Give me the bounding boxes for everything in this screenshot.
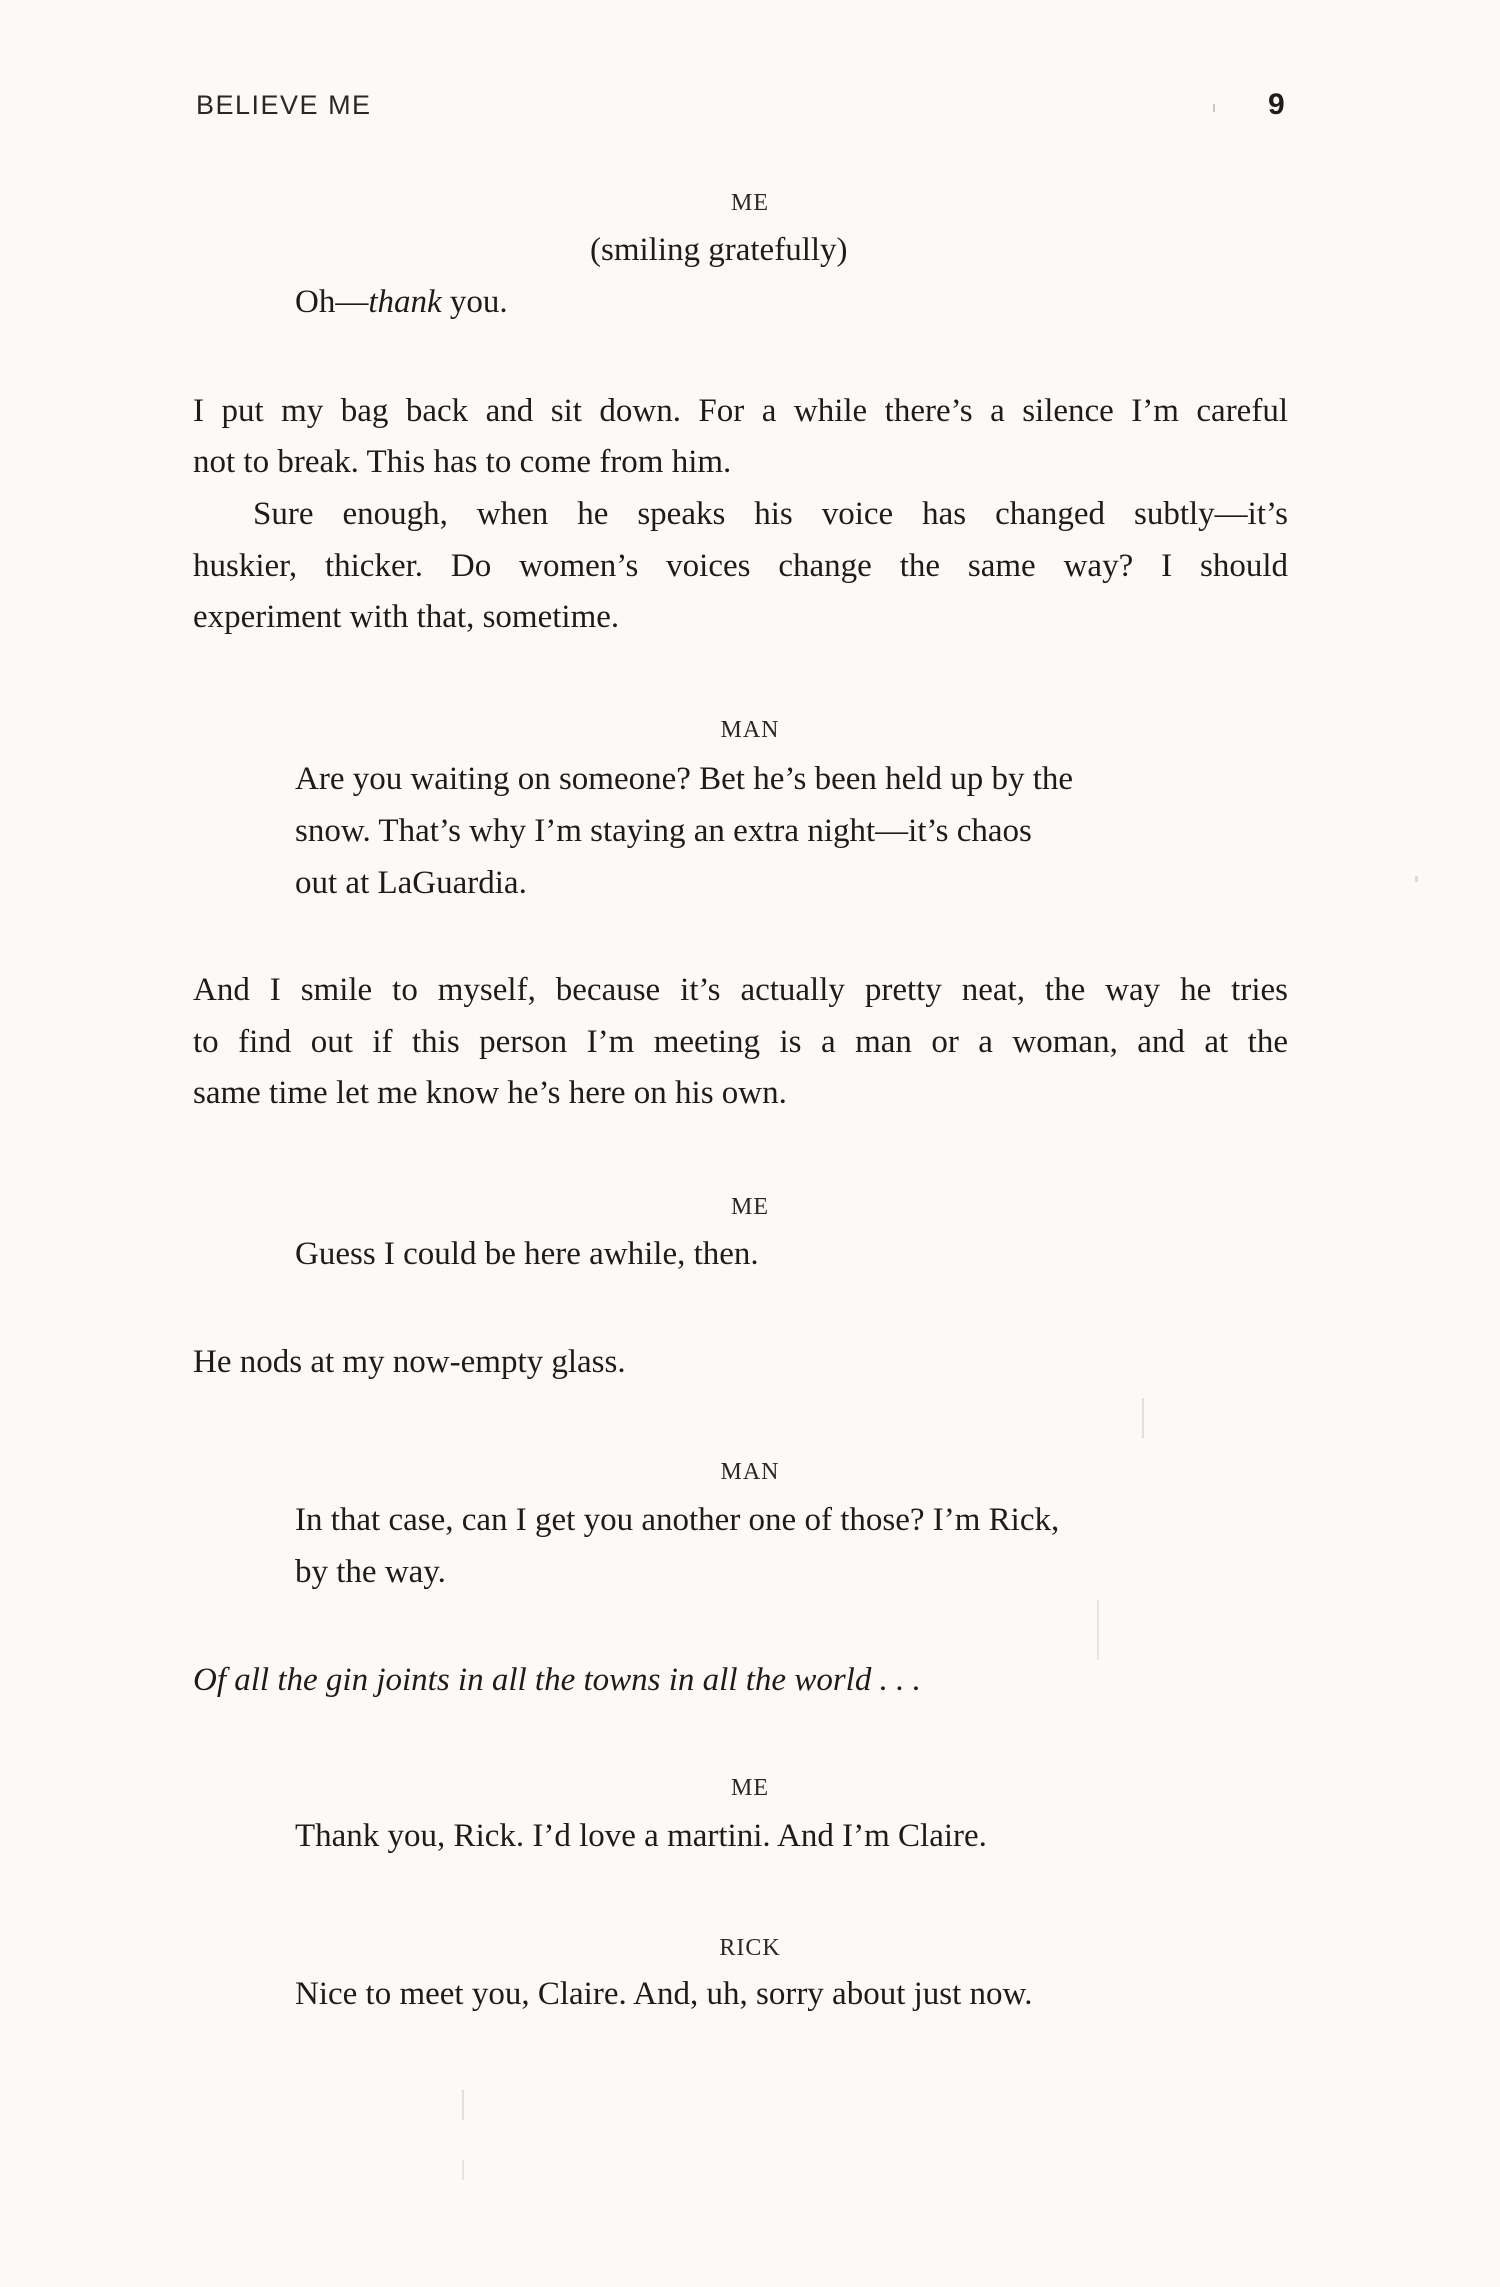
- speaker-label: ME: [731, 1775, 769, 1801]
- prose-line-italic: Of all the gin joints in all the towns in all the world . . .: [193, 1662, 921, 1698]
- prose-line: Sure enough, when he speaks his voice has changed subtly—it’s: [253, 496, 1288, 532]
- dialogue-text: you.: [441, 284, 508, 320]
- prose-line: to find out if this person I’m meeting is a man or a woman, and at the: [193, 1024, 1288, 1060]
- dialogue-emphasis: thank: [368, 284, 442, 320]
- dialogue-line: out at LaGuardia.: [295, 865, 527, 901]
- dialogue-line: Nice to meet you, Claire. And, uh, sorry about just now.: [295, 1976, 1033, 2012]
- prose-line: same time let me know he’s here on his own.: [193, 1075, 787, 1111]
- prose-line: not to break. This has to come from him.: [193, 444, 732, 480]
- page-number: 9: [1268, 88, 1285, 121]
- scan-speck: [1213, 104, 1215, 112]
- dialogue-line: by the way.: [295, 1554, 446, 1590]
- dialogue-line: Thank you, Rick. I’d love a martini. And I’m Claire.: [295, 1818, 987, 1854]
- scan-speck: [462, 2160, 464, 2180]
- speaker-label: ME: [731, 1194, 769, 1220]
- running-header: BELIEVE ME: [196, 90, 372, 120]
- dialogue-line: snow. That’s why I’m staying an extra night—it’s chaos: [295, 813, 1032, 849]
- dialogue-line: Are you waiting on someone? Bet he’s been held up by the: [295, 761, 1074, 797]
- scan-speck: [1097, 1600, 1099, 1660]
- prose-line: He nods at my now-empty glass.: [193, 1344, 626, 1380]
- parenthetical: (smiling gratefully): [590, 232, 848, 268]
- prose-line: experiment with that, sometime.: [193, 599, 620, 635]
- speaker-label: MAN: [720, 1459, 780, 1485]
- dialogue-line: Guess I could be here awhile, then.: [295, 1236, 759, 1272]
- prose-line: And I smile to myself, because it’s actually pretty neat, the way he tries: [193, 972, 1288, 1008]
- dialogue-line: In that case, can I get you another one of those? I’m Rick,: [295, 1502, 1060, 1538]
- dialogue-line: [295, 284, 508, 321]
- speaker-label: ME: [731, 190, 769, 216]
- prose-line: huskier, thicker. Do women’s voices change the same way? I should: [193, 548, 1288, 584]
- prose-line: I put my bag back and sit down. For a while there’s a silence I’m careful: [193, 393, 1288, 429]
- speaker-label: MAN: [720, 717, 780, 743]
- speaker-label: RICK: [719, 1935, 781, 1961]
- dialogue-text: Oh—: [295, 284, 369, 320]
- scan-speck: [462, 2090, 464, 2120]
- scan-speck: [1142, 1398, 1144, 1438]
- scan-speck: [1415, 876, 1418, 882]
